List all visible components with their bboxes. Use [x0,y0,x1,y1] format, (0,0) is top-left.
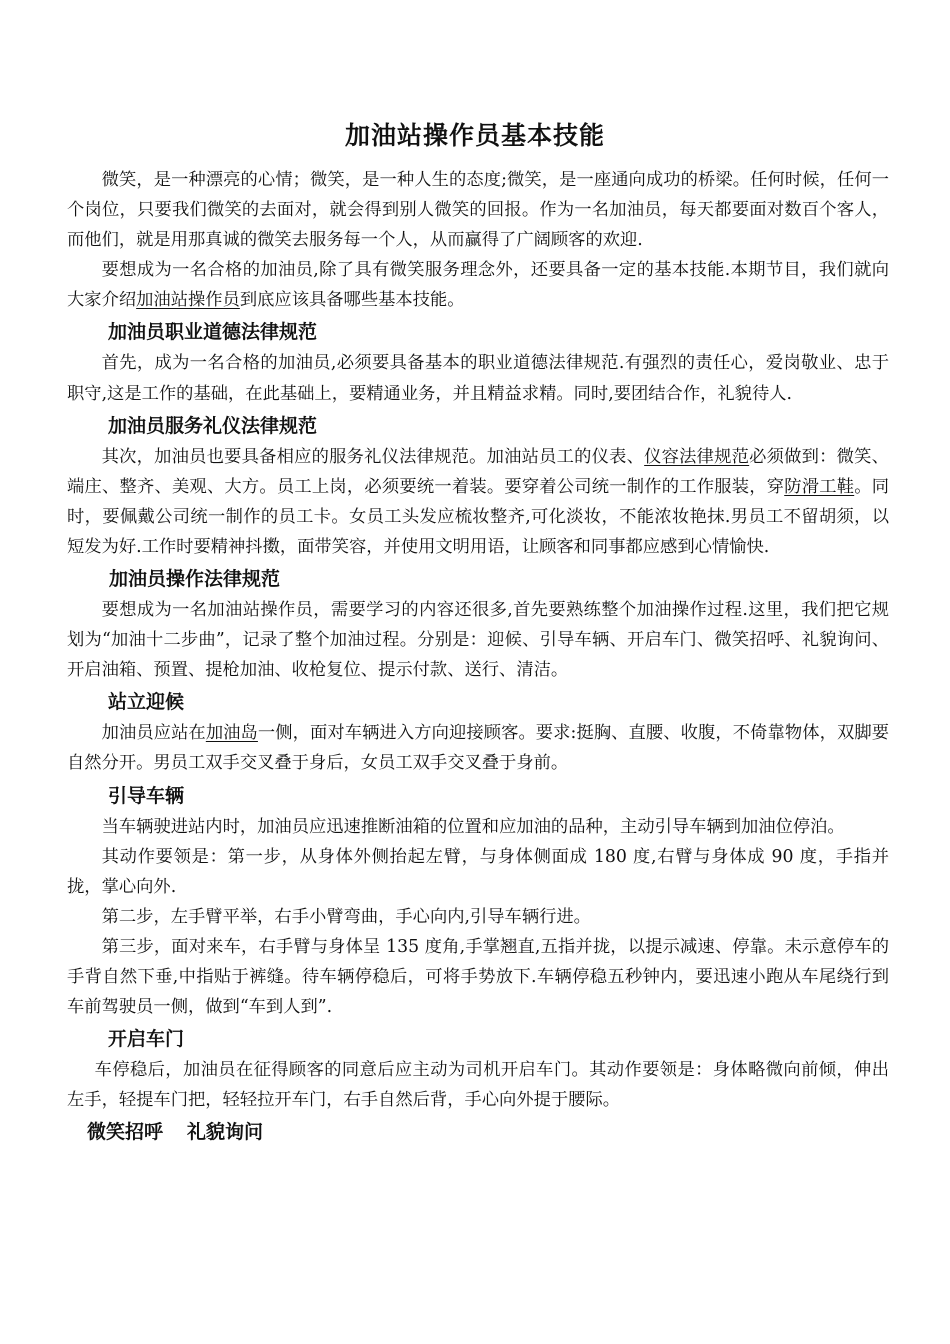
standing-text-b: 一侧，面对车辆进入方向迎接顾客。要求:挺胸、直腰、收腹，不倚靠物体，双脚要自然分开。男员工双手交叉叠于身后，女员工双手交叉叠于身前。 [67,723,889,774]
guiding-paragraph-2: 其动作要领是：第一步，从身体外侧抬起左臂，与身体侧面成 180 度,右臂与身体成 90 度，手指并拢，掌心向外. [67,846,889,897]
door-paragraph: 车停稳后，加油员在征得顾客的同意后应主动为司机开启车门。其动作要领是：身体略微向前倾，伸出左手，轻提车门把，轻轻拉开车门，右手自然后背，手心向外提于腰际。 [67,1060,889,1111]
link-fuel-island[interactable]: 加油岛 [205,723,258,744]
etiquette-text-b: 必须做到：微笑、端庄、整齐、美观、大方。员工上岗，必须要统一着装。要穿着公司统一制作的工作服装，穿 [67,446,889,497]
heading-smile-greeting: 微笑招呼 [87,1121,164,1144]
section-heading-guiding: 引导车辆 [108,784,185,807]
guiding-paragraph-1: 当车辆驶进站内时，加油员应迅速推断油箱的位置和应加油的品种，主动引导车辆到加油位停泊。 [101,816,845,837]
section-heading-standing: 站立迎候 [108,691,185,714]
standing-paragraph [67,718,889,778]
ethics-paragraph: 首先，成为一名合格的加油员,必须要具备基本的职业道德法律规范.有强烈的责任心，爱岗敬业、忠于职守,这是工作的基础，在此基础上，要精通业务，并且精益求精。同时,要团结合作，礼貌待人. [67,353,889,404]
section-heading-etiquette: 加油员服务礼仪法律规范 [108,414,318,437]
section-heading-door: 开启车门 [108,1028,185,1051]
link-anti-slip-shoes[interactable]: 防滑工鞋 [784,476,855,497]
heading-polite-inquiry: 礼貌询问 [187,1121,264,1144]
intro-paragraph-1: 微笑，是一种漂亮的心情；微笑，是一种人生的态度;微笑，是一座通向成功的桥梁。任何时候，任何一个岗位，只要我们微笑的去面对，就会得到别人微笑的回报。作为一名加油员，每天都要面对数百个客人，而他们，就是用那真诚的微笑去服务每一个人，从而赢得了广阔顾客的欢迎. [67,170,889,251]
etiquette-paragraph [67,442,889,562]
section-heading-greeting [67,1117,889,1147]
intro-text: 要想成为一名合格的加油员,除了具有微笑服务理念外，还要具备一定的基本技能.本期节目，我们就向大家介绍 [67,260,889,311]
etiquette-text-a: 其次，加油员也要具备相应的服务礼仪法律规范。加油站员工的仪表、 [101,446,645,467]
section-heading-ethics: 加油员职业道德法律规范 [108,321,318,344]
standing-text-a: 加油员应站在 [101,723,206,744]
guiding-paragraph-4: 第三步，面对来车，右手臂与身体呈 135 度角,手掌翘直,五指并拢，以提示减速、停靠。未示意停车的手背自然下垂,中指贴于裤缝。待车辆停稳后，可将手势放下.车辆停稳五秒钟内，要迅速小跑从车尾绕行到车前驾驶员一侧，做到“车到人到”. [67,936,889,1018]
link-gas-station-operator[interactable]: 加油站操作员 [136,290,240,311]
etiquette-text-c: 。同时，要佩戴公司统一制作的员工卡。女员工头发应梳妆整齐,可化淡妆，不能浓妆艳抹.男员工不留胡须，以短发为好.工作时要精神抖擞，面带笑容，并使用文明用语，让顾客和同事都应感到心情愉快. [67,476,889,557]
document-body [67,165,889,1148]
operation-paragraph: 要想成为一名加油站操作员，需要学习的内容还很多,首先要熟练整个加油操作过程.这里，我们把它规划为“加油十二步曲”，记录了整个加油过程。分别是：迎候、引导车辆、开启车门、微笑招呼、礼貌询问、开启油箱、预置、提枪加油、收枪复位、提示付款、送行、清洁。 [67,600,889,681]
guiding-paragraph-3: 第二步，左手臂平举，右手小臂弯曲，手心向内,引导车辆行进。 [101,906,591,927]
intro-paragraph-2 [67,255,889,315]
section-heading-operation: 加油员操作法律规范 [109,568,281,591]
link-appearance-rules[interactable]: 仪容法律规范 [644,446,750,467]
intro-text-end: 到底应该具备哪些基本技能。 [239,290,465,311]
page-title: 加油站操作员基本技能 [344,121,605,150]
